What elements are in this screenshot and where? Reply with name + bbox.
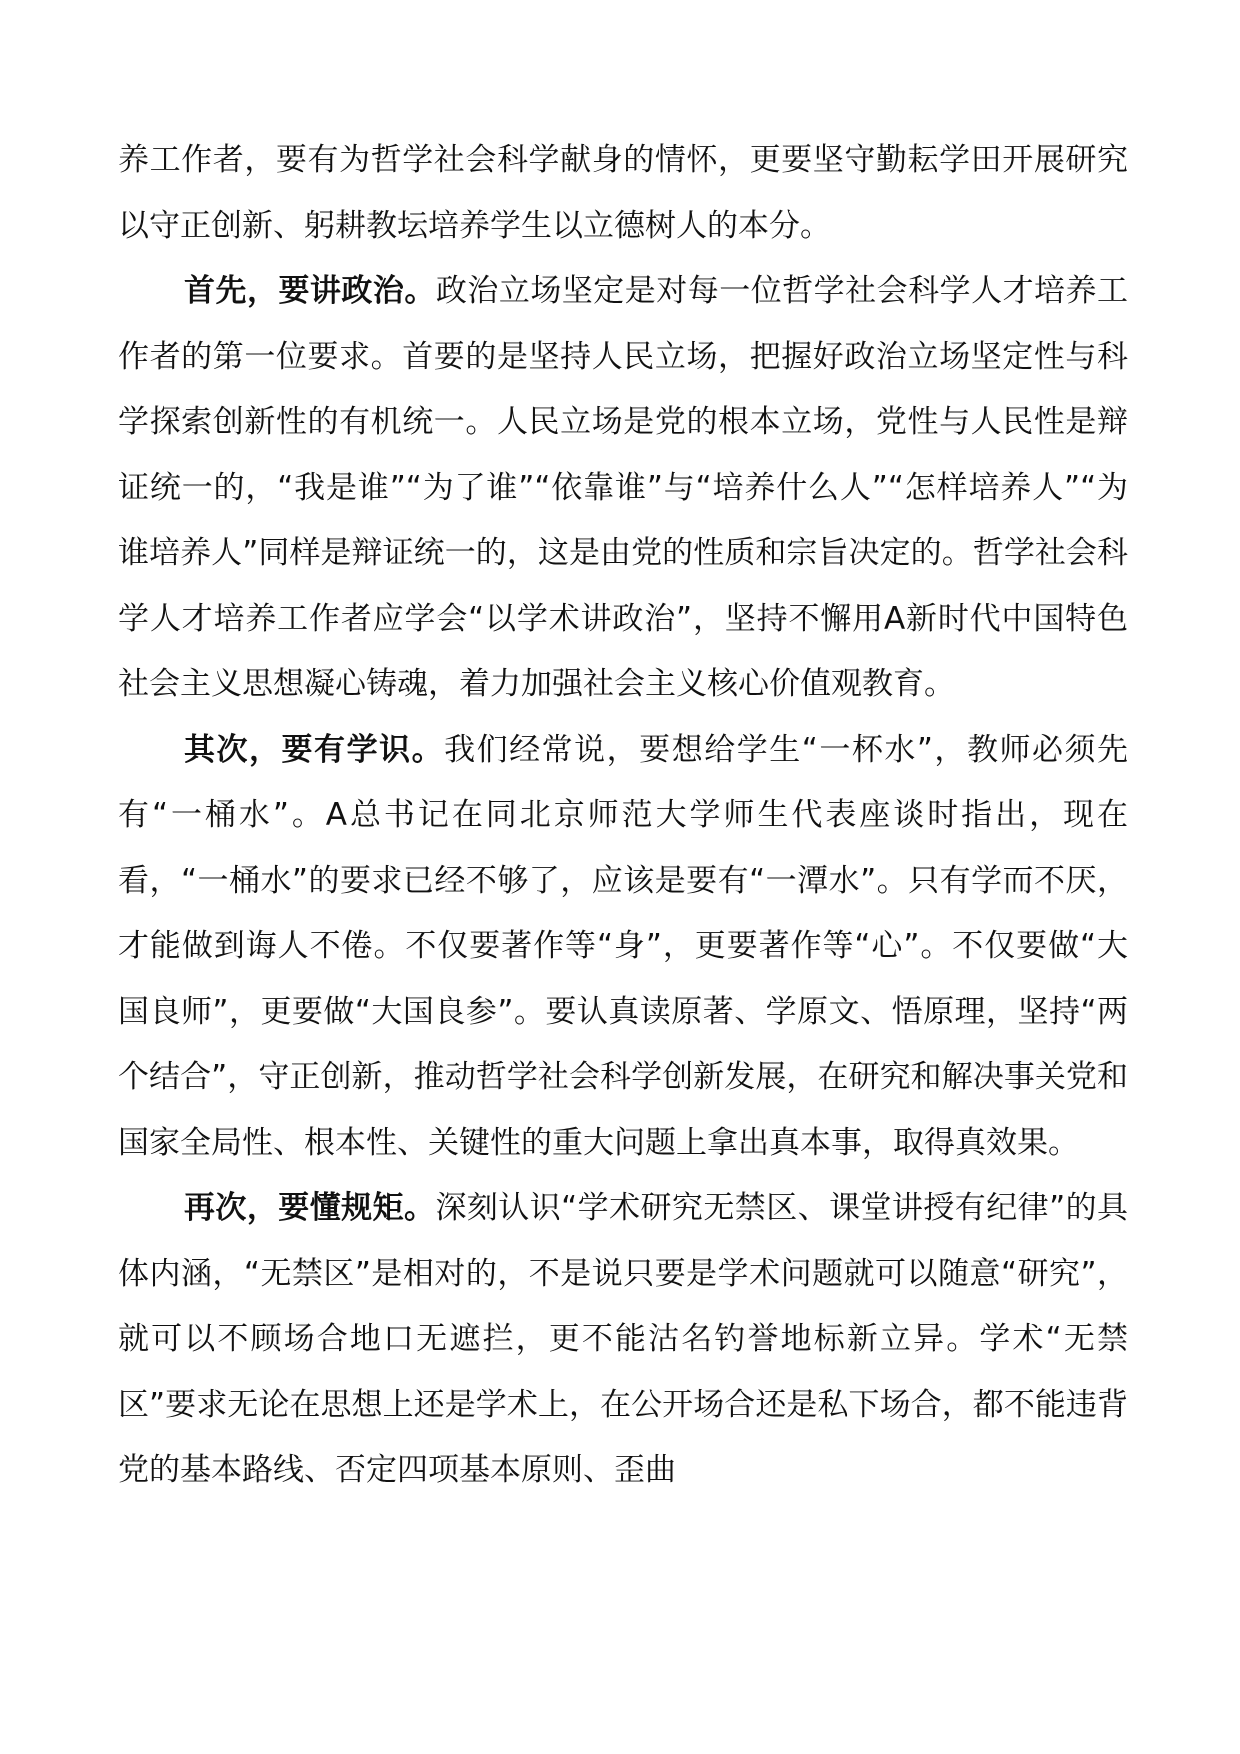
paragraph-lead: 再次，要懂规矩。 <box>184 1190 436 1226</box>
paragraph-politics <box>118 259 1128 718</box>
paragraph-text: 养工作者，要有为哲学社会科学献身的情怀，更要坚守勤耘学田开展研究以守正创新、躬耕教坛培养学生以立德树人的本分。 <box>118 142 1128 244</box>
document-body <box>118 128 1128 1504</box>
paragraph-rules <box>118 1176 1128 1504</box>
paragraph-lead: 首先，要讲政治。 <box>184 273 436 309</box>
paragraph-knowledge <box>118 718 1128 1177</box>
paragraph-text: 我们经常说，要想给学生“一杯水”，教师必须先有“一桶水”。A总书记在同北京师范大学师生代表座谈时指出，现在看，“一桶水”的要求已经不够了，应该是要有“一潭水”。只有学而不厌，才能做到诲人不倦。不仅要著作等“身”，更要著作等“心”。不仅要做“大国良师”，更要做“大国良参”。要认真读原著、学原文、悟原理，坚持“两个结合”，守正创新，推动哲学社会科学创新发展，在研究和解决事关党和国家全局性、根本性、关键性的重大问题上拿出真本事，取得真效果。 <box>118 731 1128 1161</box>
paragraph-lead: 其次，要有学识。 <box>184 731 445 768</box>
paragraph-continued <box>118 128 1128 259</box>
paragraph-text: 深刻认识“学术研究无禁区、课堂讲授有纪律”的具体内涵，“无禁区”是相对的，不是说只要是学术问题就可以随意“研究”，就可以不顾场合地口无遮拦，更不能沽名钓誉地标新立异。学术“无禁区”要求无论在思想上还是学术上，在公开场合还是私下场合，都不能违背党的基本路线、否定四项基本原则、歪曲 <box>118 1190 1128 1488</box>
paragraph-text: 政治立场坚定是对每一位哲学社会科学人才培养工作者的第一位要求。首要的是坚持人民立场，把握好政治立场坚定性与科学探索创新性的有机统一。人民立场是党的根本立场，党性与人民性是辩证统一的，“我是谁”“为了谁”“依靠谁”与“培养什么人”“怎样培养人”“为谁培养人”同样是辩证统一的，这是由党的性质和宗旨决定的。哲学社会科学人才培养工作者应学会“以学术讲政治”，坚持不懈用A新时代中国特色社会主义思想凝心铸魂，着力加强社会主义核心价值观教育。 <box>118 273 1129 702</box>
